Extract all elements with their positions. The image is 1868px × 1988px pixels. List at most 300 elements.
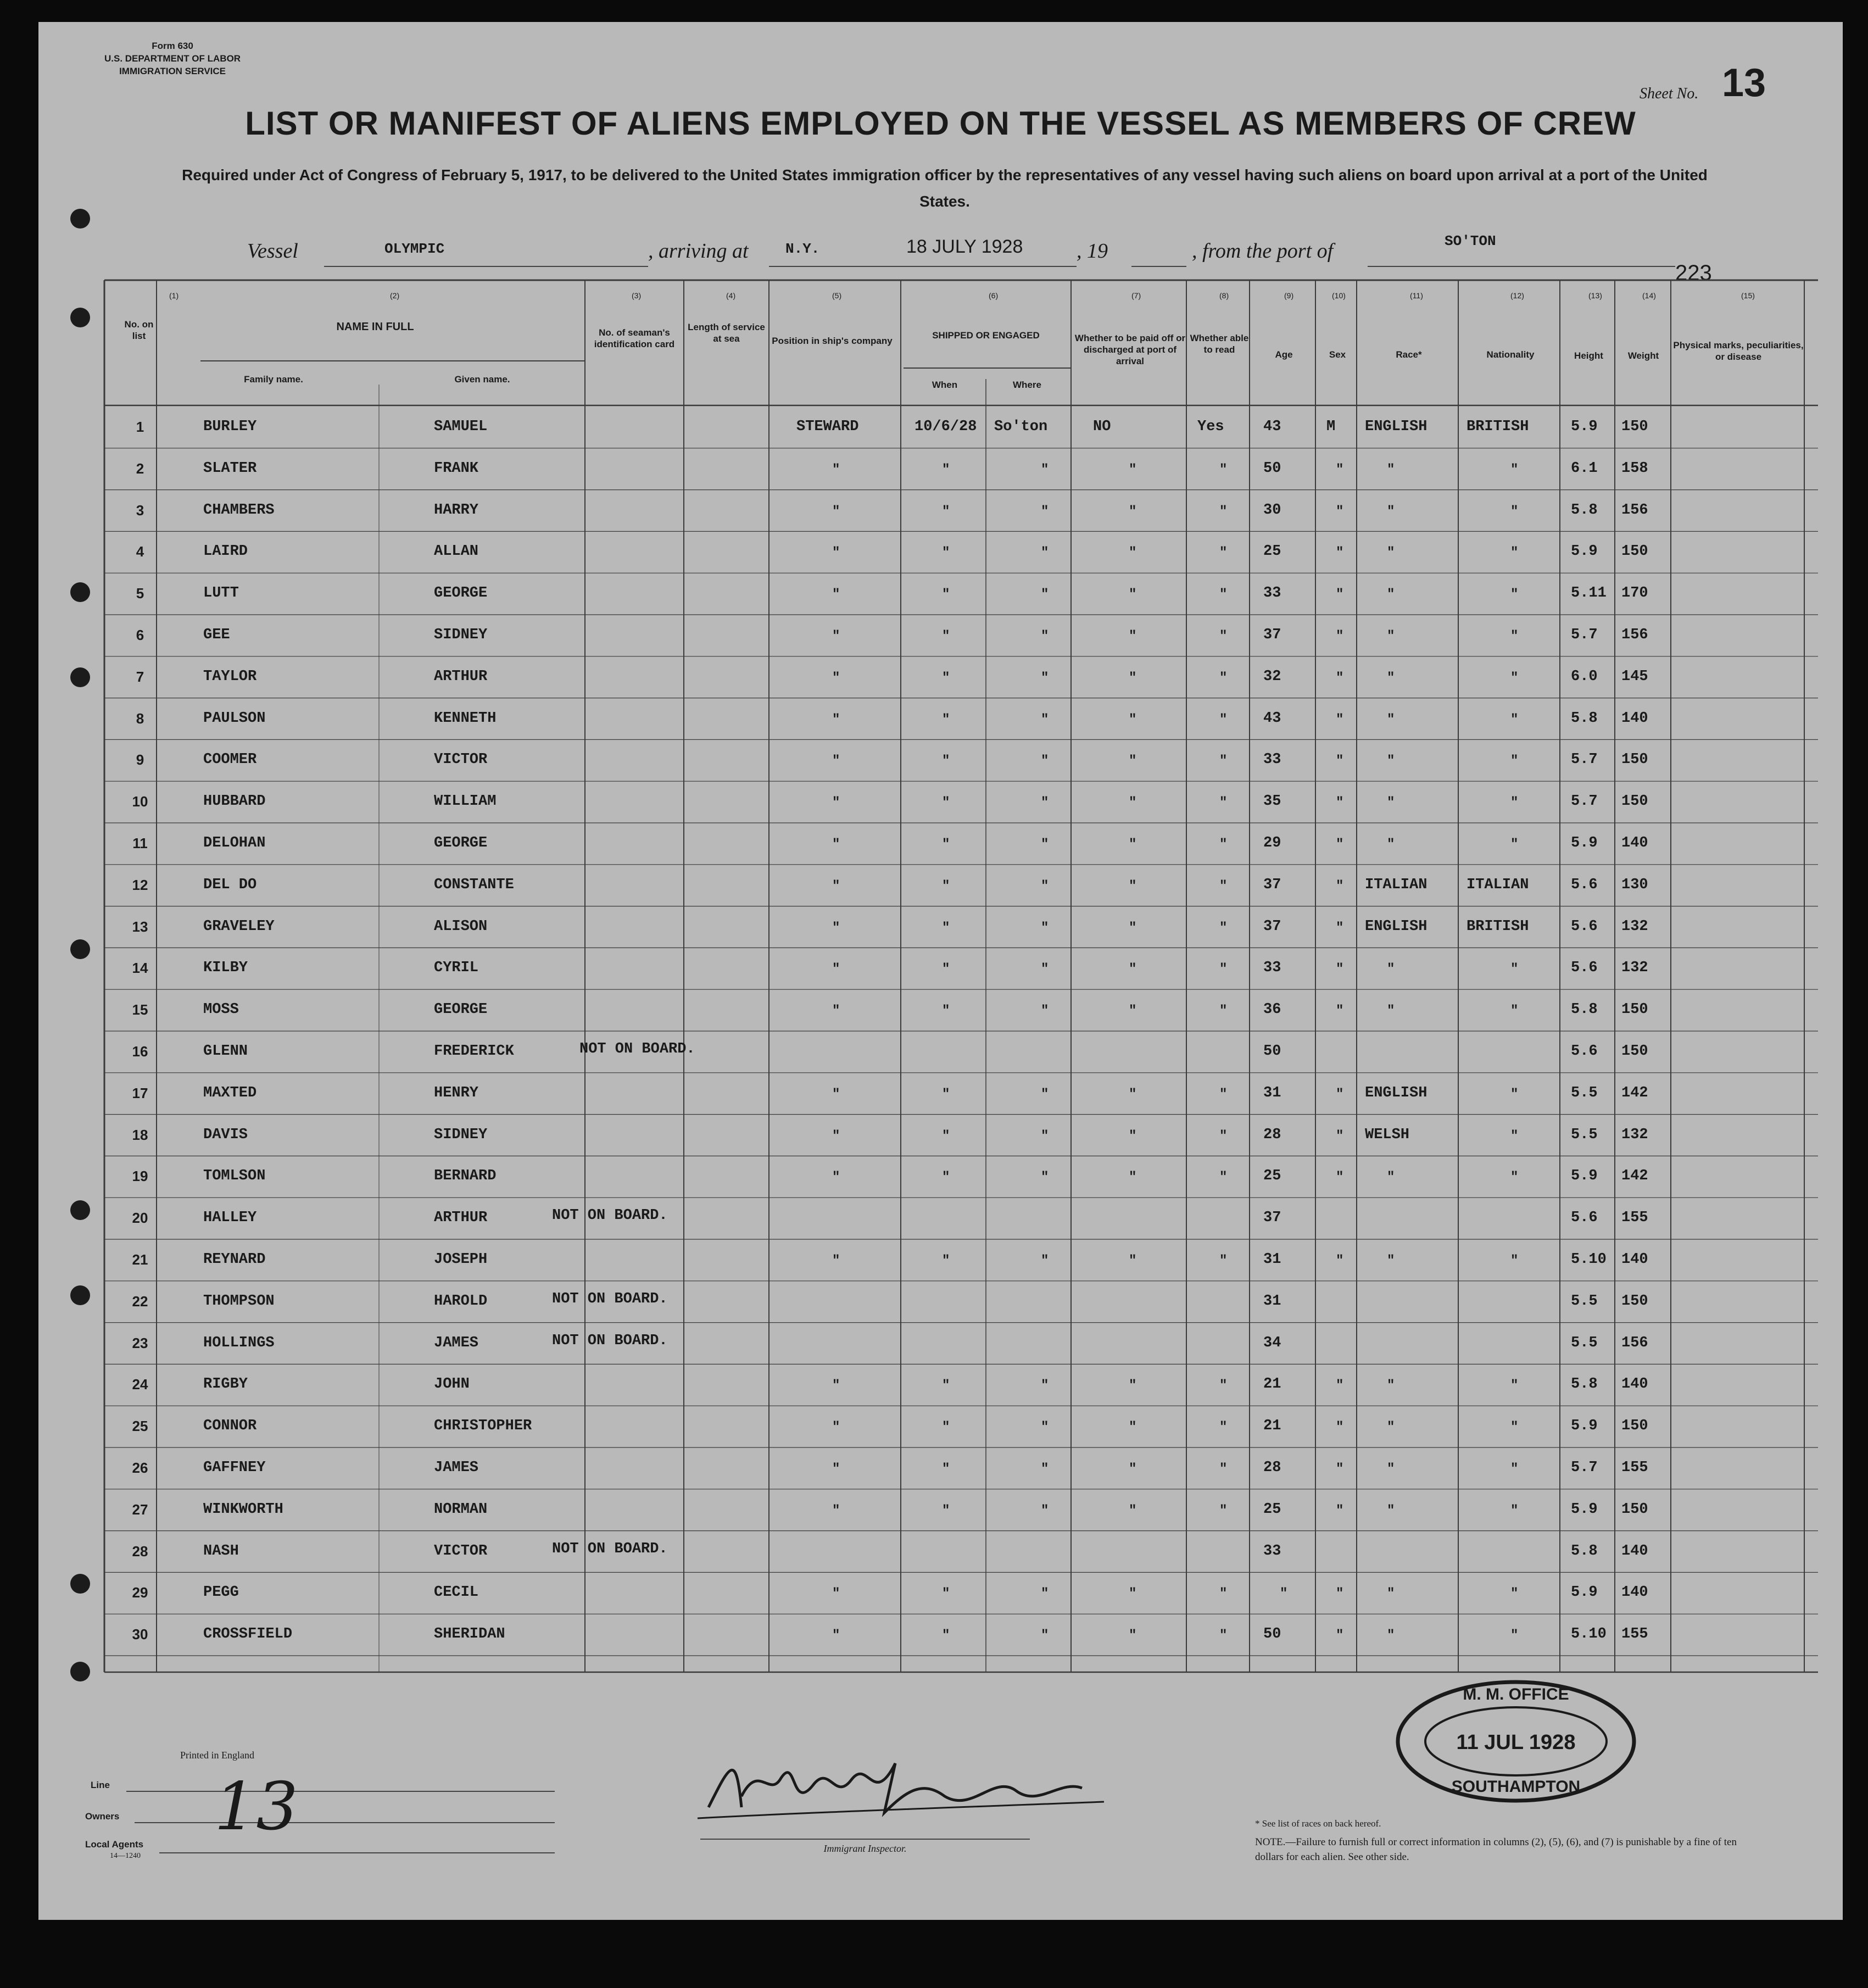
row-number: 13	[132, 918, 148, 935]
cell-age: 25	[1263, 1501, 1281, 1518]
cell-read: "	[1219, 462, 1228, 477]
cell-weight: 140	[1621, 1542, 1648, 1560]
cell-age: 50	[1263, 1043, 1281, 1060]
printed-in: Printed in England	[180, 1750, 254, 1761]
cell-age: 36	[1263, 1001, 1281, 1018]
line-underline	[126, 1790, 555, 1792]
header-name-in-full: NAME IN FULL	[336, 321, 414, 333]
cell-read: "	[1219, 670, 1228, 686]
cell-given: HENRY	[434, 1084, 479, 1101]
cell-paid: "	[1129, 1254, 1137, 1268]
cell-where: "	[1041, 1586, 1049, 1602]
arriving-label: , arriving at	[648, 240, 749, 263]
row-number: 16	[132, 1043, 148, 1060]
stamp-date-text: 11 JUL 1928	[1456, 1731, 1576, 1754]
cell-paid: "	[1129, 545, 1137, 561]
cell-when: "	[942, 670, 950, 686]
from-label: , from the port of	[1192, 240, 1334, 263]
cell-when: "	[942, 1087, 950, 1102]
cell-weight: 140	[1621, 1376, 1648, 1393]
cell-family: DELOHAN	[203, 835, 266, 851]
cell-given: ALISON	[434, 918, 488, 935]
cell-age: "	[1280, 1586, 1288, 1602]
cell-race: "	[1387, 1628, 1395, 1644]
cell-family: KILBY	[203, 960, 248, 977]
cell-race: "	[1387, 504, 1395, 519]
cell-sex: "	[1336, 1503, 1344, 1518]
cell-given: ALLAN	[434, 543, 479, 560]
cell-position: "	[832, 837, 840, 852]
cell-given: CYRIL	[434, 960, 479, 977]
column-number: (5)	[832, 291, 842, 300]
cell-height: 5.10	[1571, 1626, 1607, 1643]
cell-nationality: "	[1510, 795, 1519, 811]
cell-race: "	[1387, 545, 1395, 561]
column-number: (10)	[1332, 291, 1346, 300]
cell-sex: "	[1336, 837, 1344, 852]
cell-paid: "	[1129, 504, 1137, 519]
cell-paid: "	[1129, 962, 1137, 977]
cell-weight: 145	[1621, 668, 1648, 685]
cell-age: 43	[1263, 419, 1281, 435]
cell-family: TAYLOR	[203, 668, 257, 685]
cell-family: PEGG	[203, 1584, 239, 1601]
cell-when: "	[942, 629, 950, 644]
inspector-label: Immigrant Inspector.	[823, 1843, 907, 1854]
page-number: 223	[1675, 261, 1712, 285]
cell-weight: 142	[1621, 1084, 1648, 1101]
owners-label: Owners	[85, 1811, 120, 1822]
row-number: 8	[136, 710, 144, 727]
stamp-bottom-text: SOUTHAMPTON	[1451, 1778, 1581, 1796]
row-number: 9	[136, 751, 144, 769]
cell-race: ENGLISH	[1365, 918, 1428, 935]
cell-paid: "	[1129, 1170, 1137, 1185]
cell-nationality: "	[1510, 1004, 1519, 1019]
cell-when: "	[942, 920, 950, 935]
cell-age: 25	[1263, 1168, 1281, 1185]
cell-race: "	[1387, 837, 1395, 852]
cell-paid: "	[1129, 1420, 1137, 1435]
cell-race: "	[1387, 1170, 1395, 1185]
column-number: (15)	[1741, 291, 1755, 300]
cell-given: SHERIDAN	[434, 1626, 505, 1643]
cell-height: 5.5	[1571, 1293, 1598, 1310]
cell-age: 37	[1263, 627, 1281, 643]
cell-race: "	[1387, 1420, 1395, 1435]
cell-race: ENGLISH	[1365, 419, 1428, 435]
cell-family: GRAVELEY	[203, 918, 275, 935]
cell-weight: 150	[1621, 419, 1648, 435]
cell-height: 5.6	[1571, 918, 1598, 935]
cell-weight: 150	[1621, 1418, 1648, 1435]
cell-weight: 132	[1621, 918, 1648, 935]
cell-family: HALLEY	[203, 1210, 257, 1227]
cell-height: 5.11	[1571, 585, 1607, 602]
cell-age: 33	[1263, 585, 1281, 602]
cell-weight: 150	[1621, 1001, 1648, 1018]
cell-weight: 158	[1621, 460, 1648, 477]
cell-height: 5.9	[1571, 1418, 1598, 1435]
header-where: Where	[1013, 380, 1041, 390]
page-title: LIST OR MANIFEST OF ALIENS EMPLOYED ON THE VESSEL AS MEMBERS OF CREW	[245, 105, 1636, 142]
cell-age: 31	[1263, 1251, 1281, 1268]
cell-position: "	[832, 462, 840, 477]
cell-when: "	[942, 1170, 950, 1185]
row-number: 23	[132, 1334, 148, 1351]
cell-position: "	[832, 1378, 840, 1394]
cell-height: 5.8	[1571, 1542, 1598, 1560]
row-number: 5	[136, 585, 144, 602]
cell-race: "	[1387, 462, 1395, 477]
cell-paid: "	[1129, 878, 1137, 894]
cell-age: 31	[1263, 1293, 1281, 1310]
cell-family: BURLEY	[203, 419, 257, 435]
cell-paid: "	[1129, 1128, 1137, 1144]
cell-given: ARTHUR	[434, 668, 488, 685]
cell-height: 5.8	[1571, 1001, 1598, 1018]
not-on-board-note: NOT ON BOARD.	[552, 1332, 668, 1349]
row-number: 4	[136, 543, 144, 560]
cell-nationality: "	[1510, 1420, 1519, 1435]
cell-height: 5.9	[1571, 1584, 1598, 1601]
cell-where: "	[1041, 1087, 1049, 1102]
footer-note: NOTE.—Failure to furnish full or correct information in columns (2), (5), (6), and (7) is punishable by a fine of ten dollars for each alien. See other side.	[1255, 1836, 1737, 1863]
cell-race: WELSH	[1365, 1126, 1410, 1143]
column-number: (3)	[632, 291, 642, 300]
cell-age: 37	[1263, 876, 1281, 893]
inspector-underline	[700, 1837, 1030, 1840]
cell-sex: "	[1336, 545, 1344, 561]
cell-paid: "	[1129, 670, 1137, 686]
cell-family: GLENN	[203, 1043, 248, 1060]
cell-nationality: "	[1510, 962, 1519, 977]
cell-where: "	[1041, 1004, 1049, 1019]
cell-where: "	[1041, 1378, 1049, 1394]
cell-when: "	[942, 962, 950, 977]
races-note: * See list of races on back hereof.	[1255, 1818, 1381, 1829]
cell-where: "	[1041, 670, 1049, 686]
cell-height: 5.5	[1571, 1334, 1598, 1351]
cell-nationality: "	[1510, 587, 1519, 603]
cell-weight: 150	[1621, 1043, 1648, 1060]
cell-where: "	[1041, 837, 1049, 852]
cell-age: 43	[1263, 710, 1281, 727]
row-number: 28	[132, 1542, 148, 1560]
header-length-service: Length of service at sea	[688, 322, 765, 344]
cell-position: "	[832, 795, 840, 811]
cell-when: "	[942, 712, 950, 727]
cell-position: "	[832, 587, 840, 603]
cell-race: "	[1387, 1503, 1395, 1518]
cell-sex: "	[1336, 670, 1344, 686]
cell-given: VICTOR	[434, 1542, 488, 1560]
agents-underline	[159, 1851, 555, 1853]
cell-nationality: "	[1510, 1628, 1519, 1644]
cell-age: 31	[1263, 1084, 1281, 1101]
cell-where: "	[1041, 920, 1049, 935]
cell-race: "	[1387, 795, 1395, 811]
cell-when: "	[942, 754, 950, 769]
cell-where: "	[1041, 504, 1049, 519]
cell-when: "	[942, 1378, 950, 1394]
cell-sex: "	[1336, 1004, 1344, 1019]
cell-nationality: "	[1510, 712, 1519, 727]
cell-nationality: "	[1510, 670, 1519, 686]
cell-paid: NO	[1093, 419, 1111, 435]
cell-age: 28	[1263, 1126, 1281, 1143]
cell-read: "	[1219, 1628, 1228, 1644]
cell-read: "	[1219, 1462, 1228, 1477]
cell-given: GEORGE	[434, 1001, 488, 1018]
cell-nationality: "	[1510, 1503, 1519, 1518]
cell-sex: "	[1336, 1462, 1344, 1477]
column-number: (13)	[1588, 291, 1602, 300]
cell-family: LUTT	[203, 585, 239, 602]
cell-given: FREDERICK	[434, 1043, 514, 1060]
column-number: (14)	[1642, 291, 1656, 300]
header-physical: Physical marks, peculiarities, or disease	[1673, 340, 1804, 362]
cell-age: 34	[1263, 1334, 1281, 1351]
cell-race: "	[1387, 629, 1395, 644]
cell-family: MOSS	[203, 1001, 239, 1018]
cell-family: THOMPSON	[203, 1293, 275, 1310]
cell-where: So'ton	[994, 419, 1048, 435]
cell-weight: 150	[1621, 793, 1648, 810]
cell-position: "	[832, 1586, 840, 1602]
cell-read: "	[1219, 837, 1228, 852]
cell-paid: "	[1129, 629, 1137, 644]
cell-sex: M	[1326, 419, 1336, 435]
cell-given: HARRY	[434, 502, 479, 519]
cell-nationality: "	[1510, 504, 1519, 519]
cell-read: "	[1219, 878, 1228, 894]
cell-where: "	[1041, 1170, 1049, 1185]
owners-underline	[135, 1821, 555, 1823]
cell-height: 6.0	[1571, 668, 1598, 685]
cell-age: 35	[1263, 793, 1281, 810]
cell-position: "	[832, 1628, 840, 1644]
cell-when: "	[942, 1586, 950, 1602]
cell-nationality: "	[1510, 1254, 1519, 1268]
cell-when: "	[942, 587, 950, 603]
row-number: 17	[132, 1084, 148, 1101]
cell-weight: 150	[1621, 1293, 1648, 1310]
cell-sex: "	[1336, 504, 1344, 519]
sheet-number: 13	[1722, 61, 1766, 105]
cell-weight: 132	[1621, 960, 1648, 977]
cell-weight: 150	[1621, 543, 1648, 560]
cell-race: "	[1387, 1004, 1395, 1019]
row-number: 3	[136, 502, 144, 519]
cell-where: "	[1041, 1628, 1049, 1644]
cell-race: "	[1387, 1378, 1395, 1394]
cell-family: DEL DO	[203, 876, 257, 893]
cell-height: 5.6	[1571, 1043, 1598, 1060]
cell-weight: 150	[1621, 1501, 1648, 1518]
service: IMMIGRATION SERVICE	[119, 66, 226, 76]
cell-age: 33	[1263, 1542, 1281, 1560]
form-number: Form 630	[152, 41, 193, 51]
header-able-read: Whether able to read	[1190, 333, 1249, 355]
cell-read: "	[1219, 1378, 1228, 1394]
cell-position: STEWARD	[796, 419, 859, 435]
cell-weight: 142	[1621, 1168, 1648, 1185]
cell-height: 5.6	[1571, 876, 1598, 893]
cell-position: "	[832, 878, 840, 894]
handwritten-number: 13	[214, 1769, 298, 1845]
cell-paid: "	[1129, 754, 1137, 769]
cell-height: 5.8	[1571, 1376, 1598, 1393]
cell-height: 5.5	[1571, 1084, 1598, 1101]
cell-given: JOHN	[434, 1376, 470, 1393]
year-label: , 19	[1077, 240, 1108, 263]
cell-age: 37	[1263, 918, 1281, 935]
cell-height: 5.9	[1571, 1168, 1598, 1185]
cell-read: "	[1219, 1087, 1228, 1102]
cell-read: "	[1219, 962, 1228, 977]
header-seaman-id: No. of seaman's identification card	[594, 327, 675, 349]
cell-sex: "	[1336, 878, 1344, 894]
cell-position: "	[832, 1503, 840, 1518]
cell-weight: 155	[1621, 1626, 1648, 1643]
cell-given: GEORGE	[434, 835, 488, 851]
row-number: 2	[136, 460, 144, 477]
cell-nationality: ITALIAN	[1466, 876, 1529, 893]
cell-nationality: "	[1510, 1462, 1519, 1477]
cell-given: NORMAN	[434, 1501, 488, 1518]
cell-family: PAULSON	[203, 710, 266, 727]
cell-position: "	[832, 962, 840, 977]
cell-sex: "	[1336, 1420, 1344, 1435]
cell-family: CHAMBERS	[203, 502, 275, 519]
row-number: 25	[132, 1418, 148, 1435]
header-family-name: Family name.	[244, 374, 303, 385]
cell-read: "	[1219, 1503, 1228, 1518]
cell-where: "	[1041, 1462, 1049, 1477]
not-on-board-note: NOT ON BOARD.	[579, 1041, 695, 1057]
not-on-board-note: NOT ON BOARD.	[552, 1540, 668, 1557]
row-number: 20	[132, 1210, 148, 1227]
cell-nationality: "	[1510, 837, 1519, 852]
row-number: 12	[132, 876, 148, 893]
cell-sex: "	[1336, 1628, 1344, 1644]
cell-when: "	[942, 462, 950, 477]
row-number: 27	[132, 1501, 148, 1518]
cell-family: GEE	[203, 627, 230, 643]
cell-position: "	[832, 1254, 840, 1268]
cell-read: "	[1219, 1004, 1228, 1019]
vessel-label: Vessel	[247, 240, 298, 263]
cell-given: JAMES	[434, 1334, 479, 1351]
cell-race: "	[1387, 962, 1395, 977]
column-number: (7)	[1131, 291, 1141, 300]
cell-position: "	[832, 754, 840, 769]
row-number: 19	[132, 1168, 148, 1185]
cell-position: "	[832, 670, 840, 686]
cell-age: 29	[1263, 835, 1281, 851]
cell-nationality: "	[1510, 1586, 1519, 1602]
arriving-port: N.Y.	[785, 241, 820, 257]
cell-position: "	[832, 1170, 840, 1185]
cell-when: 10/6/28	[915, 419, 977, 435]
not-on-board-note: NOT ON BOARD.	[552, 1290, 668, 1307]
cell-sex: "	[1336, 962, 1344, 977]
cell-family: GAFFNEY	[203, 1460, 266, 1476]
cell-weight: 156	[1621, 502, 1648, 519]
cell-race: ITALIAN	[1365, 876, 1428, 893]
cell-family: HOLLINGS	[203, 1334, 275, 1351]
cell-age: 25	[1263, 543, 1281, 560]
inspector-signature	[687, 1730, 1126, 1840]
cell-sex: "	[1336, 587, 1344, 603]
cell-where: "	[1041, 629, 1049, 644]
cell-given: JOSEPH	[434, 1251, 488, 1268]
cell-where: "	[1041, 1503, 1049, 1518]
cell-height: 5.7	[1571, 793, 1598, 810]
header-when: When	[932, 380, 958, 390]
cell-sex: "	[1336, 1170, 1344, 1185]
form-code: 14—1240	[110, 1852, 141, 1860]
cell-position: "	[832, 1128, 840, 1144]
cell-weight: 140	[1621, 835, 1648, 851]
cell-weight: 155	[1621, 1460, 1648, 1476]
cell-where: "	[1041, 1254, 1049, 1268]
cell-family: WINKWORTH	[203, 1501, 283, 1518]
cell-where: "	[1041, 878, 1049, 894]
column-number: (1)	[169, 291, 179, 300]
cell-read: "	[1219, 1170, 1228, 1185]
cell-weight: 140	[1621, 710, 1648, 727]
cell-when: "	[942, 1503, 950, 1518]
cell-paid: "	[1129, 1378, 1137, 1394]
header-sex: Sex	[1329, 349, 1346, 360]
cell-weight: 170	[1621, 585, 1648, 602]
cell-weight: 155	[1621, 1210, 1648, 1227]
row-number: 22	[132, 1293, 148, 1310]
row-number: 10	[132, 793, 148, 810]
office-stamp	[1390, 1675, 1642, 1807]
date-stamp: 18 JULY 1928	[906, 236, 1023, 257]
cell-given: SIDNEY	[434, 1126, 488, 1143]
cell-paid: "	[1129, 587, 1137, 603]
cell-where: "	[1041, 754, 1049, 769]
cell-family: SLATER	[203, 460, 257, 477]
cell-read: "	[1219, 629, 1228, 644]
cell-height: 5.8	[1571, 710, 1598, 727]
cell-given: GEORGE	[434, 585, 488, 602]
cell-family: RIGBY	[203, 1376, 248, 1393]
cell-family: HUBBARD	[203, 793, 266, 810]
cell-read: "	[1219, 920, 1228, 935]
cell-height: 5.5	[1571, 1126, 1598, 1143]
cell-nationality: "	[1510, 1087, 1519, 1102]
cell-race: "	[1387, 1462, 1395, 1477]
row-number: 21	[132, 1251, 148, 1268]
cell-where: "	[1041, 462, 1049, 477]
cell-when: "	[942, 1628, 950, 1644]
header-given-name: Given name.	[454, 374, 510, 385]
cell-when: "	[942, 795, 950, 811]
cell-weight: 140	[1621, 1584, 1648, 1601]
cell-race: "	[1387, 670, 1395, 686]
column-number: (9)	[1284, 291, 1294, 300]
row-number: 11	[132, 835, 148, 851]
cell-nationality: "	[1510, 1128, 1519, 1144]
cell-read: "	[1219, 754, 1228, 769]
cell-height: 5.9	[1571, 1501, 1598, 1518]
cell-given: SAMUEL	[434, 419, 488, 435]
